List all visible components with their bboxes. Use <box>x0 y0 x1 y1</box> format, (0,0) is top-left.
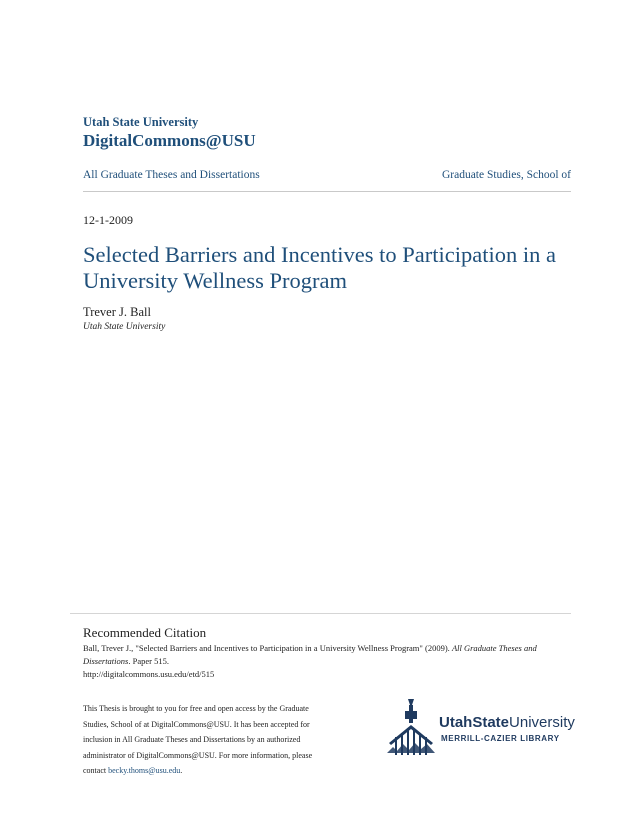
collection-link-theses[interactable]: All Graduate Theses and Dissertations <box>83 169 260 181</box>
notice-text: This Thesis is brought to you for free and open access by the Graduate Studies, School of at DigitalCommons@USU. It has been accepted for inclusion in All Graduate Theses and Dissertations by an authorized administrator of DigitalCommons@USU. For more information, please contact <box>83 704 313 775</box>
access-notice <box>83 701 323 779</box>
notice-end: . <box>180 766 183 775</box>
svg-text:UtahStateUniversity <box>439 714 575 731</box>
citation-series: All Graduate Theses and Dissertations <box>83 643 537 666</box>
citation-divider <box>70 613 571 614</box>
logo-word-utahstate: UtahState <box>439 714 510 731</box>
citation-paper-number: . Paper 515. <box>128 656 169 666</box>
institution-name: Utah State University <box>83 115 199 129</box>
logo-library-name: MERRILL-CAZIER LIBRARY <box>441 734 560 743</box>
citation-block <box>83 642 563 681</box>
publication-date: 12-1-2009 <box>83 213 133 227</box>
repository-name[interactable]: DigitalCommons@USU <box>83 131 256 150</box>
citation-url[interactable]: http://digitalcommons.usu.edu/etd/515 <box>83 669 215 679</box>
library-building-icon <box>387 699 435 755</box>
citation-heading: Recommended Citation <box>83 625 207 640</box>
contact-email-link[interactable]: becky.thoms@usu.edu <box>108 766 181 775</box>
author-affiliation: Utah State University <box>83 322 166 332</box>
paper-title: Selected Barriers and Incentives to Participation in a University Wellness Program <box>83 242 556 293</box>
logo-word-university: University <box>509 714 575 731</box>
citation-text: Ball, Trever J., "Selected Barriers and Incentives to Participation in a University Wellness Program" (2009). <box>83 643 452 653</box>
author-name: Trever J. Ball <box>83 305 151 319</box>
collection-link-graduate-studies[interactable]: Graduate Studies, School of <box>441 169 571 181</box>
header-divider <box>83 191 571 192</box>
usu-library-logo <box>385 697 575 757</box>
